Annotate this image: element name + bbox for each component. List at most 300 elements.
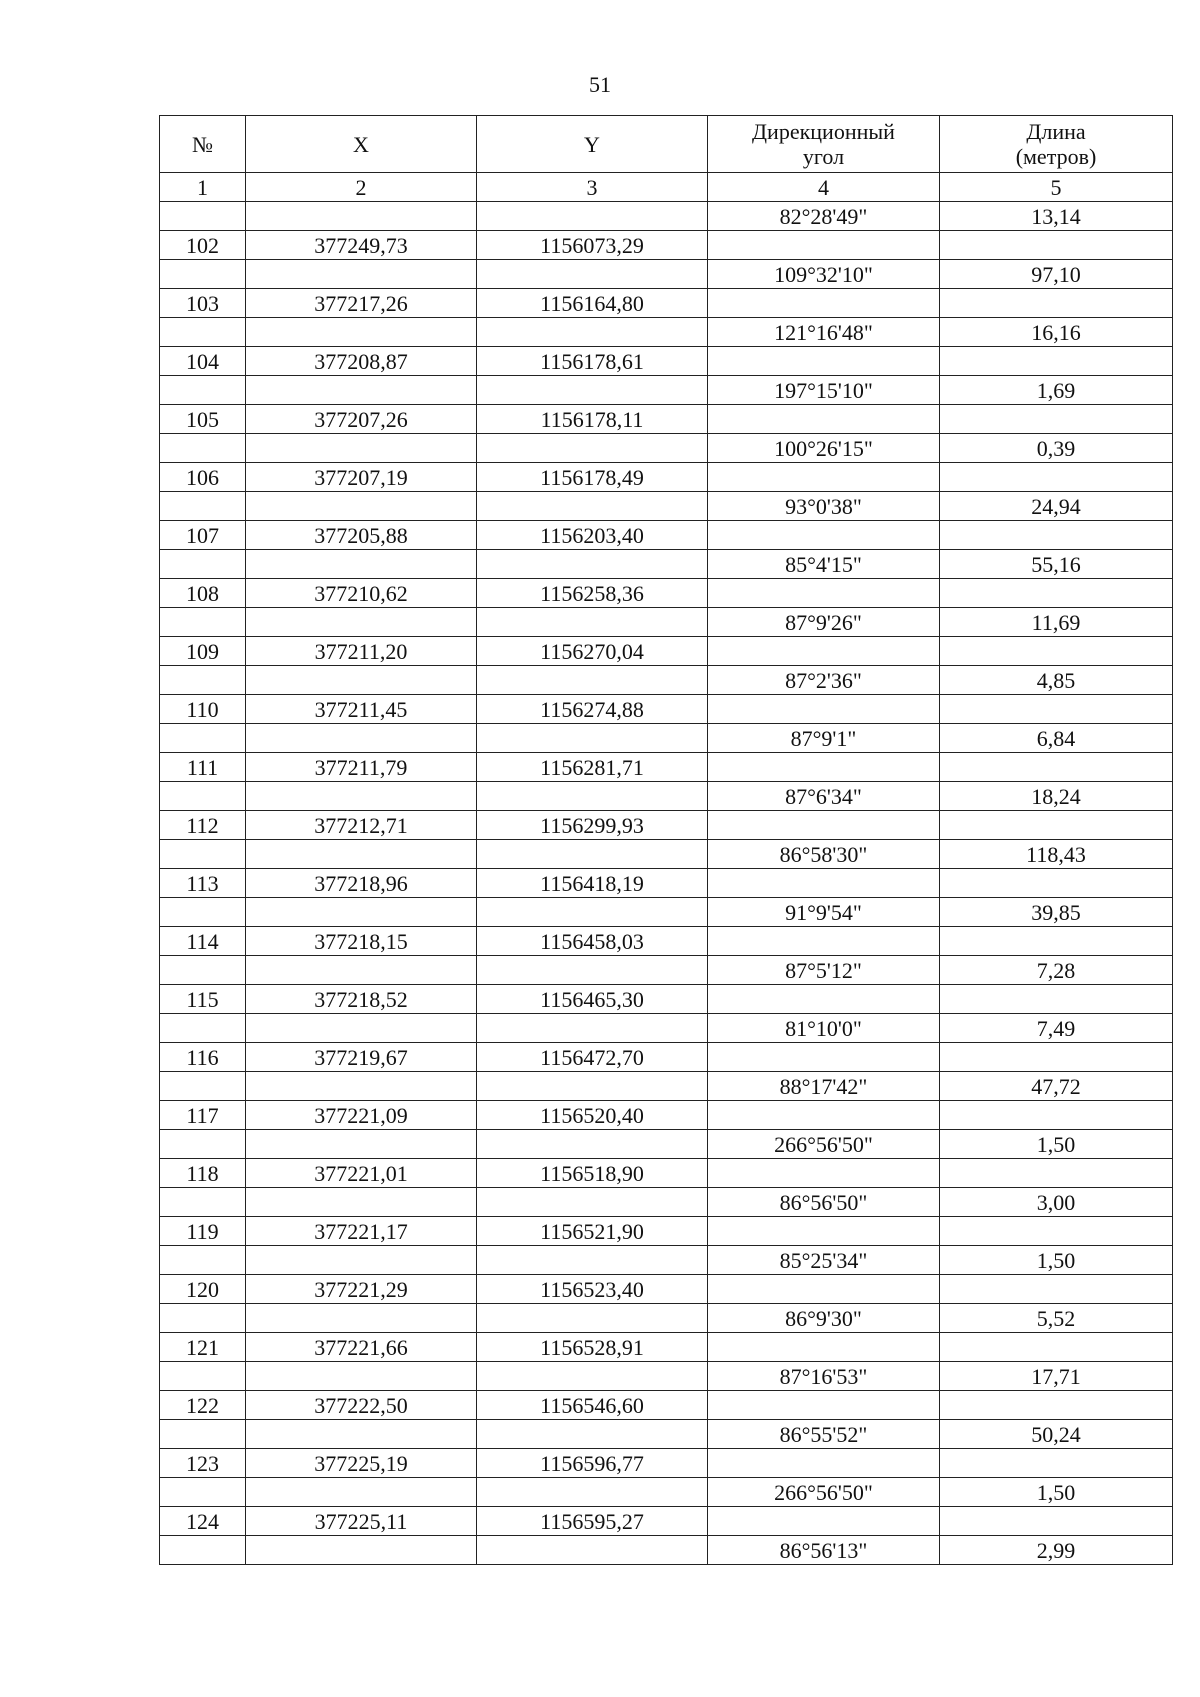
- cell-point-number: [160, 1246, 246, 1275]
- table-row: [160, 1072, 1173, 1101]
- cell-point-number: [160, 550, 246, 579]
- table-body: [160, 202, 1173, 1565]
- cell-angle: [708, 753, 940, 782]
- cell-x: [246, 260, 477, 289]
- cell-point-number: 102: [160, 231, 246, 260]
- cell-point-number: 115: [160, 985, 246, 1014]
- table-row: [160, 463, 1173, 492]
- column-number: 2: [246, 173, 477, 202]
- cell-y: 1156270,04: [477, 637, 708, 666]
- cell-angle: [708, 1217, 940, 1246]
- cell-y: 1156274,88: [477, 695, 708, 724]
- table-row: [160, 579, 1173, 608]
- cell-x: [246, 1304, 477, 1333]
- cell-angle: 86°9'30": [708, 1304, 940, 1333]
- cell-x: [246, 492, 477, 521]
- cell-y: 1156178,49: [477, 463, 708, 492]
- cell-length: [940, 695, 1173, 724]
- cell-x: 377225,11: [246, 1507, 477, 1536]
- cell-x: 377222,50: [246, 1391, 477, 1420]
- header-num: №: [160, 116, 246, 173]
- cell-y: [477, 1188, 708, 1217]
- cell-x: 377221,66: [246, 1333, 477, 1362]
- cell-point-number: [160, 434, 246, 463]
- cell-length: [940, 1333, 1173, 1362]
- cell-point-number: 104: [160, 347, 246, 376]
- cell-point-number: [160, 898, 246, 927]
- cell-y: 1156472,70: [477, 1043, 708, 1072]
- cell-x: [246, 1014, 477, 1043]
- cell-y: [477, 376, 708, 405]
- cell-x: 377225,19: [246, 1449, 477, 1478]
- table-row: [160, 1159, 1173, 1188]
- cell-point-number: 103: [160, 289, 246, 318]
- cell-point-number: 118: [160, 1159, 246, 1188]
- table-row: [160, 1130, 1173, 1159]
- cell-length: [940, 1507, 1173, 1536]
- cell-angle: [708, 1449, 940, 1478]
- cell-length: 2,99: [940, 1536, 1173, 1565]
- column-number: 1: [160, 173, 246, 202]
- cell-angle: 82°28'49": [708, 202, 940, 231]
- cell-y: 1156546,60: [477, 1391, 708, 1420]
- table-row: [160, 695, 1173, 724]
- table-row: [160, 1507, 1173, 1536]
- cell-angle: 91°9'54": [708, 898, 940, 927]
- cell-point-number: 109: [160, 637, 246, 666]
- cell-angle: 85°25'34": [708, 1246, 940, 1275]
- table-row: [160, 376, 1173, 405]
- cell-y: 1156178,11: [477, 405, 708, 434]
- cell-angle: [708, 927, 940, 956]
- cell-angle: 266°56'50": [708, 1478, 940, 1507]
- cell-length: 3,00: [940, 1188, 1173, 1217]
- cell-y: 1156178,61: [477, 347, 708, 376]
- coordinates-table: [159, 115, 1173, 1565]
- cell-angle: [708, 811, 940, 840]
- table-row: [160, 985, 1173, 1014]
- header-x: X: [246, 116, 477, 173]
- cell-point-number: [160, 840, 246, 869]
- cell-point-number: 107: [160, 521, 246, 550]
- cell-y: 1156521,90: [477, 1217, 708, 1246]
- cell-x: 377218,52: [246, 985, 477, 1014]
- cell-y: [477, 1304, 708, 1333]
- cell-length: 16,16: [940, 318, 1173, 347]
- table-row: [160, 840, 1173, 869]
- cell-length: [940, 637, 1173, 666]
- cell-y: [477, 608, 708, 637]
- cell-angle: 121°16'48": [708, 318, 940, 347]
- cell-angle: [708, 521, 940, 550]
- cell-y: [477, 724, 708, 753]
- cell-angle: 266°56'50": [708, 1130, 940, 1159]
- cell-length: [940, 1449, 1173, 1478]
- cell-length: 7,28: [940, 956, 1173, 985]
- cell-angle: 87°6'34": [708, 782, 940, 811]
- cell-point-number: [160, 782, 246, 811]
- cell-x: [246, 782, 477, 811]
- table-row: [160, 637, 1173, 666]
- cell-angle: [708, 1507, 940, 1536]
- cell-length: 13,14: [940, 202, 1173, 231]
- cell-point-number: [160, 202, 246, 231]
- cell-point-number: 114: [160, 927, 246, 956]
- cell-point-number: [160, 608, 246, 637]
- cell-y: 1156520,40: [477, 1101, 708, 1130]
- cell-point-number: 111: [160, 753, 246, 782]
- cell-angle: 86°58'30": [708, 840, 940, 869]
- cell-length: [940, 463, 1173, 492]
- cell-angle: [708, 1391, 940, 1420]
- cell-y: 1156528,91: [477, 1333, 708, 1362]
- table-row: [160, 753, 1173, 782]
- cell-x: [246, 1536, 477, 1565]
- table-row: [160, 1275, 1173, 1304]
- table-row: [160, 521, 1173, 550]
- cell-angle: 86°56'13": [708, 1536, 940, 1565]
- cell-x: 377249,73: [246, 231, 477, 260]
- table-row: [160, 1420, 1173, 1449]
- table-row: [160, 1536, 1173, 1565]
- cell-point-number: [160, 492, 246, 521]
- cell-y: 1156458,03: [477, 927, 708, 956]
- cell-y: [477, 666, 708, 695]
- cell-x: [246, 1478, 477, 1507]
- cell-angle: [708, 1333, 940, 1362]
- cell-angle: 93°0'38": [708, 492, 940, 521]
- table-row: [160, 782, 1173, 811]
- cell-y: 1156299,93: [477, 811, 708, 840]
- cell-length: [940, 927, 1173, 956]
- table-row: [160, 1362, 1173, 1391]
- cell-x: [246, 434, 477, 463]
- cell-length: 55,16: [940, 550, 1173, 579]
- cell-length: 47,72: [940, 1072, 1173, 1101]
- cell-y: 1156164,80: [477, 289, 708, 318]
- cell-x: 377218,96: [246, 869, 477, 898]
- cell-length: 18,24: [940, 782, 1173, 811]
- cell-length: 24,94: [940, 492, 1173, 521]
- table-row: [160, 1014, 1173, 1043]
- cell-angle: 87°9'26": [708, 608, 940, 637]
- cell-angle: [708, 463, 940, 492]
- cell-length: [940, 811, 1173, 840]
- cell-x: 377207,19: [246, 463, 477, 492]
- cell-point-number: 121: [160, 1333, 246, 1362]
- cell-point-number: 123: [160, 1449, 246, 1478]
- cell-length: [940, 289, 1173, 318]
- cell-y: [477, 1420, 708, 1449]
- cell-point-number: 124: [160, 1507, 246, 1536]
- table-row: [160, 202, 1173, 231]
- cell-x: [246, 666, 477, 695]
- cell-x: 377221,29: [246, 1275, 477, 1304]
- cell-length: 6,84: [940, 724, 1173, 753]
- cell-x: [246, 956, 477, 985]
- cell-y: [477, 492, 708, 521]
- cell-angle: [708, 289, 940, 318]
- cell-y: [477, 1362, 708, 1391]
- cell-x: 377211,45: [246, 695, 477, 724]
- cell-point-number: 106: [160, 463, 246, 492]
- cell-y: 1156073,29: [477, 231, 708, 260]
- cell-y: [477, 782, 708, 811]
- cell-x: [246, 724, 477, 753]
- cell-y: [477, 318, 708, 347]
- cell-x: [246, 1188, 477, 1217]
- cell-angle: 85°4'15": [708, 550, 940, 579]
- cell-y: [477, 202, 708, 231]
- table-row: [160, 347, 1173, 376]
- column-number: 4: [708, 173, 940, 202]
- cell-length: [940, 985, 1173, 1014]
- cell-point-number: [160, 260, 246, 289]
- cell-angle: 87°9'1": [708, 724, 940, 753]
- table-row: [160, 1188, 1173, 1217]
- cell-length: [940, 521, 1173, 550]
- cell-point-number: 108: [160, 579, 246, 608]
- cell-y: [477, 898, 708, 927]
- table-row: [160, 956, 1173, 985]
- cell-point-number: [160, 1536, 246, 1565]
- header-row: [160, 116, 1173, 173]
- cell-x: 377212,71: [246, 811, 477, 840]
- cell-length: 11,69: [940, 608, 1173, 637]
- cell-x: [246, 1362, 477, 1391]
- table-row: [160, 550, 1173, 579]
- header-length-line1: Длина: [1026, 119, 1086, 144]
- cell-length: [940, 869, 1173, 898]
- cell-point-number: 119: [160, 1217, 246, 1246]
- cell-x: [246, 608, 477, 637]
- cell-point-number: 122: [160, 1391, 246, 1420]
- cell-y: 1156203,40: [477, 521, 708, 550]
- cell-length: 97,10: [940, 260, 1173, 289]
- cell-x: 377211,79: [246, 753, 477, 782]
- cell-angle: 81°10'0": [708, 1014, 940, 1043]
- table-row: [160, 289, 1173, 318]
- cell-y: [477, 1478, 708, 1507]
- cell-angle: [708, 869, 940, 898]
- cell-y: [477, 550, 708, 579]
- cell-length: [940, 753, 1173, 782]
- table-row: [160, 869, 1173, 898]
- cell-length: 17,71: [940, 1362, 1173, 1391]
- cell-angle: [708, 985, 940, 1014]
- cell-y: 1156418,19: [477, 869, 708, 898]
- cell-y: 1156465,30: [477, 985, 708, 1014]
- cell-point-number: 105: [160, 405, 246, 434]
- cell-x: [246, 1130, 477, 1159]
- cell-point-number: 117: [160, 1101, 246, 1130]
- cell-x: 377205,88: [246, 521, 477, 550]
- cell-point-number: [160, 318, 246, 347]
- cell-angle: 197°15'10": [708, 376, 940, 405]
- cell-point-number: [160, 1362, 246, 1391]
- cell-length: 7,49: [940, 1014, 1173, 1043]
- table-row: [160, 1101, 1173, 1130]
- table-row: [160, 434, 1173, 463]
- table-row: [160, 1217, 1173, 1246]
- cell-length: [940, 347, 1173, 376]
- cell-point-number: [160, 724, 246, 753]
- cell-point-number: [160, 1130, 246, 1159]
- cell-angle: 109°32'10": [708, 260, 940, 289]
- cell-y: [477, 1072, 708, 1101]
- table-row: [160, 666, 1173, 695]
- header-length-line2: (метров): [1015, 144, 1097, 169]
- cell-angle: [708, 1043, 940, 1072]
- cell-length: 118,43: [940, 840, 1173, 869]
- cell-y: [477, 1130, 708, 1159]
- cell-point-number: 110: [160, 695, 246, 724]
- cell-angle: [708, 637, 940, 666]
- cell-length: 1,50: [940, 1246, 1173, 1275]
- cell-length: [940, 405, 1173, 434]
- cell-point-number: [160, 1188, 246, 1217]
- table-row: [160, 405, 1173, 434]
- cell-angle: 87°5'12": [708, 956, 940, 985]
- cell-length: [940, 231, 1173, 260]
- cell-y: [477, 1246, 708, 1275]
- cell-length: [940, 1217, 1173, 1246]
- table-row: [160, 260, 1173, 289]
- table-row: [160, 927, 1173, 956]
- header-length: [940, 116, 1173, 173]
- table-row: [160, 1304, 1173, 1333]
- cell-x: 377210,62: [246, 579, 477, 608]
- table-row: [160, 1043, 1173, 1072]
- cell-point-number: 113: [160, 869, 246, 898]
- cell-x: 377221,17: [246, 1217, 477, 1246]
- cell-length: 1,50: [940, 1478, 1173, 1507]
- cell-x: 377218,15: [246, 927, 477, 956]
- table-row: [160, 231, 1173, 260]
- cell-length: 39,85: [940, 898, 1173, 927]
- cell-length: [940, 1159, 1173, 1188]
- cell-x: 377221,01: [246, 1159, 477, 1188]
- cell-length: [940, 1043, 1173, 1072]
- table-row: [160, 724, 1173, 753]
- column-number: 5: [940, 173, 1173, 202]
- cell-x: 377208,87: [246, 347, 477, 376]
- cell-y: 1156523,40: [477, 1275, 708, 1304]
- cell-angle: [708, 695, 940, 724]
- cell-point-number: [160, 956, 246, 985]
- cell-angle: [708, 579, 940, 608]
- cell-x: 377211,20: [246, 637, 477, 666]
- cell-y: [477, 1014, 708, 1043]
- page-number: 51: [589, 72, 611, 97]
- cell-x: 377221,09: [246, 1101, 477, 1130]
- cell-point-number: [160, 1304, 246, 1333]
- cell-y: [477, 1536, 708, 1565]
- cell-point-number: [160, 1014, 246, 1043]
- cell-angle: [708, 405, 940, 434]
- table-row: [160, 1478, 1173, 1507]
- cell-angle: 87°16'53": [708, 1362, 940, 1391]
- cell-angle: 100°26'15": [708, 434, 940, 463]
- header-angle: [708, 116, 940, 173]
- header-angle-line2: угол: [802, 144, 845, 169]
- cell-angle: [708, 1101, 940, 1130]
- cell-length: [940, 1391, 1173, 1420]
- cell-length: 50,24: [940, 1420, 1173, 1449]
- cell-length: 0,39: [940, 434, 1173, 463]
- cell-point-number: 116: [160, 1043, 246, 1072]
- cell-point-number: [160, 1072, 246, 1101]
- cell-length: [940, 1101, 1173, 1130]
- cell-point-number: [160, 1420, 246, 1449]
- column-number-row: [160, 173, 1173, 202]
- cell-point-number: 112: [160, 811, 246, 840]
- header-y: Y: [477, 116, 708, 173]
- cell-length: [940, 1275, 1173, 1304]
- table-row: [160, 811, 1173, 840]
- cell-x: [246, 202, 477, 231]
- cell-angle: 88°17'42": [708, 1072, 940, 1101]
- cell-y: 1156596,77: [477, 1449, 708, 1478]
- cell-y: 1156281,71: [477, 753, 708, 782]
- table-row: [160, 318, 1173, 347]
- cell-x: 377207,26: [246, 405, 477, 434]
- cell-x: [246, 840, 477, 869]
- cell-x: [246, 1420, 477, 1449]
- cell-point-number: 120: [160, 1275, 246, 1304]
- cell-angle: 86°55'52": [708, 1420, 940, 1449]
- header-angle-line1: Дирекционный: [752, 119, 895, 144]
- cell-angle: 86°56'50": [708, 1188, 940, 1217]
- cell-y: [477, 840, 708, 869]
- cell-x: [246, 1246, 477, 1275]
- cell-angle: [708, 347, 940, 376]
- cell-x: 377219,67: [246, 1043, 477, 1072]
- cell-y: [477, 260, 708, 289]
- cell-x: [246, 1072, 477, 1101]
- table-row: [160, 492, 1173, 521]
- table-row: [160, 1391, 1173, 1420]
- cell-point-number: [160, 666, 246, 695]
- cell-y: [477, 956, 708, 985]
- cell-angle: [708, 231, 940, 260]
- cell-length: 5,52: [940, 1304, 1173, 1333]
- cell-x: [246, 898, 477, 927]
- cell-y: [477, 434, 708, 463]
- column-number: 3: [477, 173, 708, 202]
- cell-x: [246, 550, 477, 579]
- cell-y: 1156518,90: [477, 1159, 708, 1188]
- table-row: [160, 1449, 1173, 1478]
- cell-angle: [708, 1275, 940, 1304]
- cell-length: 4,85: [940, 666, 1173, 695]
- cell-point-number: [160, 376, 246, 405]
- cell-angle: 87°2'36": [708, 666, 940, 695]
- cell-x: 377217,26: [246, 289, 477, 318]
- cell-x: [246, 376, 477, 405]
- table-row: [160, 608, 1173, 637]
- table-row: [160, 898, 1173, 927]
- cell-y: 1156595,27: [477, 1507, 708, 1536]
- cell-angle: [708, 1159, 940, 1188]
- table-row: [160, 1246, 1173, 1275]
- cell-x: [246, 318, 477, 347]
- cell-point-number: [160, 1478, 246, 1507]
- cell-y: 1156258,36: [477, 579, 708, 608]
- cell-length: [940, 579, 1173, 608]
- cell-length: 1,69: [940, 376, 1173, 405]
- table-row: [160, 1333, 1173, 1362]
